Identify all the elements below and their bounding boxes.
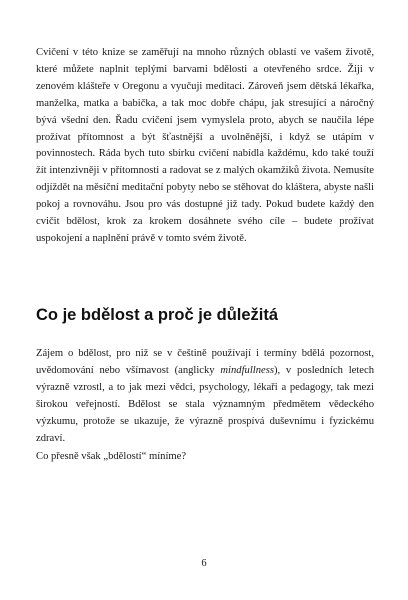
body-paragraph-definition	[36, 346, 374, 447]
section-heading: Co je bdělost a proč je důležitá	[36, 306, 279, 324]
english-term: mindfullness	[220, 364, 274, 376]
paragraph-text-start: Zájem o bdělost, pro niž se v češtině používají i termíny bdělá pozornost, uvědomování nebo všímavost (anglicky	[36, 348, 374, 376]
body-paragraph-question: Co přesně však „bdělostí“ míníme?	[36, 451, 187, 462]
body-paragraph-intro: Cvičení v této knize se zaměřují na mnoho různých oblastí ve vašem životě, které můžete naplnit teplými barvami bdělosti a otevřeného srdce. Žiji v zenovém klášteře v Oregonu a vyučuji meditaci. Zároveň jsem dětská lékařka, manželka, matka a babička, a tak moc dobře chápu, jak stresující a náročný bývá všední den. Řadu cvičení jsem vymyslela proto, abych se naučila lépe prožívat přítomnost a být šťastnější a uvolněnější, i když se utápím v povinnostech. Ráda bych tuto sbírku cvičení nabídla každému, kdo také touží žít intenzivněji v přítomnosti a radovat se z malých okamžiků života. Nemusíte odjíždět na měsíční meditační pobyty nebo se stěhovat do kláštera, abyste našli pokoj a rovnováhu. Jsou pro vás dostupné již tady. Pokud budete každý den cvičit bdělost, krok za krokem dosáhnete svého cíle – budete prožívat uspokojení a naplnění právě v tomto svém životě.	[36, 47, 374, 244]
page-number: 6	[201, 558, 207, 569]
paragraph-text-end: ), v posledních letech výrazně vzrostl, a to jak mezi vědci, psychology, lékaři a pedagogy, tak mezi širokou veřejností. Bdělost se stala významným předmětem vědeckého výzkumu, protože se ukazuje, že výrazně prospívá duševnímu i fyzickému zdraví.	[36, 364, 375, 444]
